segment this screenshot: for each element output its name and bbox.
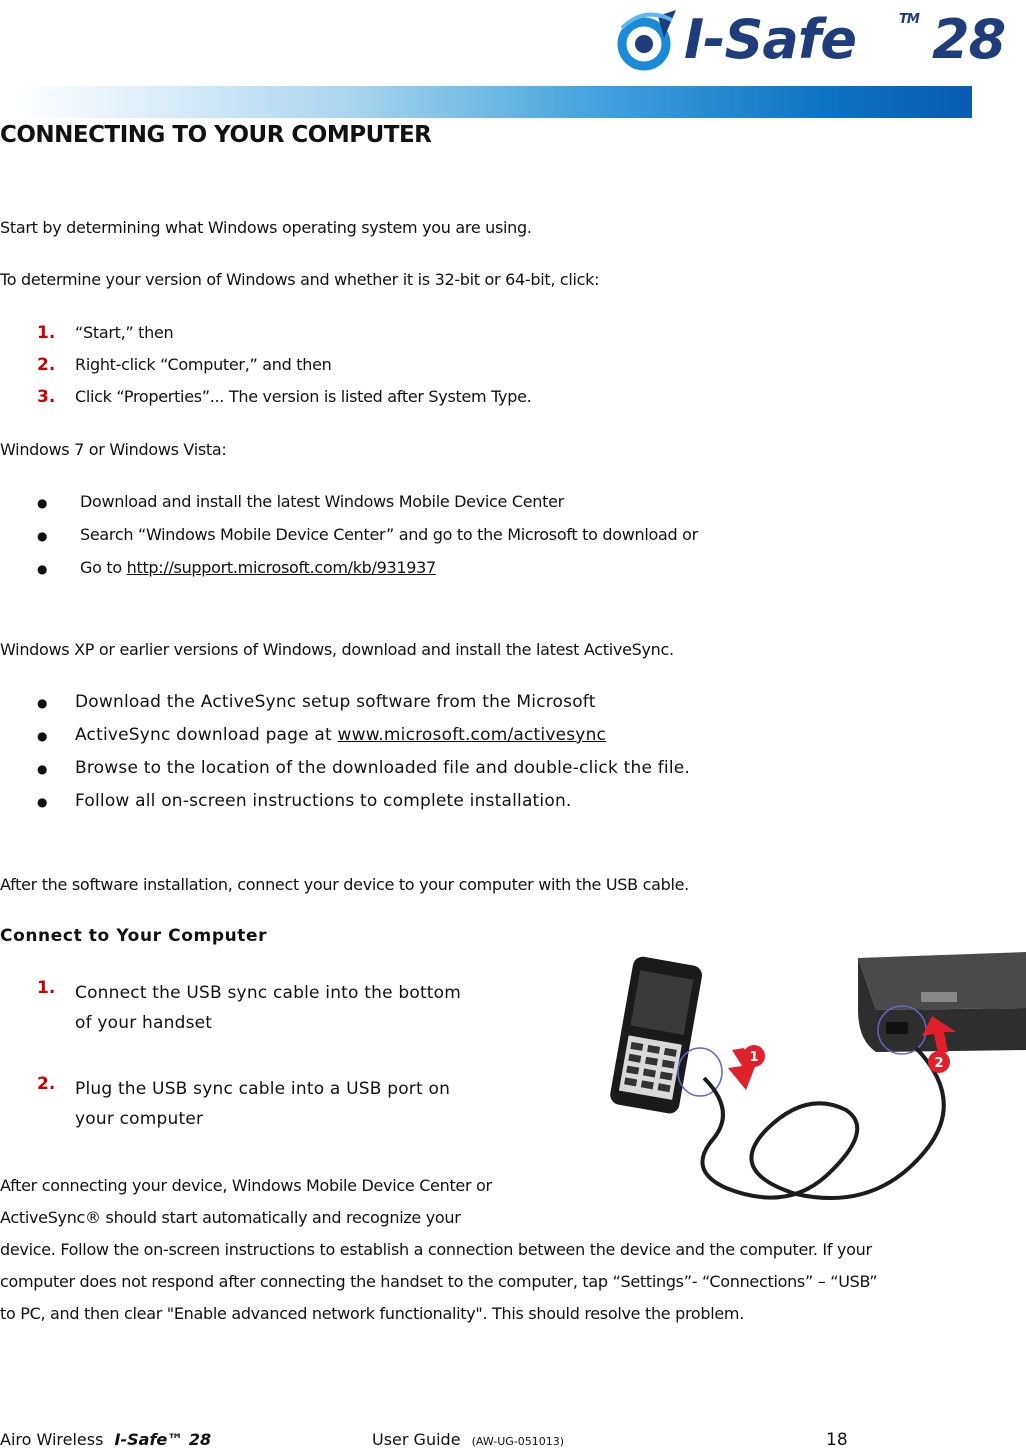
header-gradient-bar (14, 86, 972, 118)
page-title: CONNECTING TO YOUR COMPUTER (0, 122, 432, 148)
connect-paragraph (0, 1170, 877, 1330)
intro-paragraph-1: Start by determining what Windows operating system you are using. (0, 218, 532, 237)
list-item (37, 692, 596, 725)
list-item (37, 387, 532, 419)
list-item (37, 758, 691, 791)
list-item (37, 1074, 451, 1170)
bullet-icon: ● (37, 795, 48, 809)
logo-mark-icon (614, 8, 684, 72)
step-number: 1. (37, 978, 56, 998)
paragraph-line: computer does not respond after connecting the handset to the computer, tap “Settings”- “Connections” – “USB” (0, 1272, 878, 1291)
callout-2: 2 (934, 1056, 944, 1071)
bullet-icon: ● (37, 729, 48, 743)
activesync-link[interactable]: www.microsoft.com/activesync (337, 725, 607, 745)
step-number: 3. (37, 387, 56, 407)
after-install-paragraph: After the software installation, connect your device to your computer with the USB cable. (0, 875, 689, 894)
step-text (75, 978, 461, 1038)
bullet-icon: ● (37, 762, 48, 776)
paragraph-line: ActiveSync® should start automatically and recognize your (0, 1208, 461, 1227)
logo-trademark: TM (899, 12, 919, 27)
bullet-icon: ● (37, 529, 48, 543)
list-item (37, 525, 698, 558)
list-item (37, 725, 607, 758)
logo-model: 28 (932, 8, 1006, 71)
step-text: Right-click “Computer,” and then (75, 355, 332, 374)
bullet-text: Download the ActiveSync setup software from the Microsoft (75, 692, 596, 712)
page-number: 18 (826, 1430, 848, 1450)
list-item (37, 355, 332, 387)
step-text (75, 1074, 450, 1134)
win7-bullet-list (37, 492, 698, 591)
footer-doc-code: (AW-UG-051013) (471, 1435, 565, 1448)
bullet-text (80, 558, 436, 577)
step-number: 1. (37, 323, 56, 343)
step-line: your computer (75, 1109, 204, 1129)
paragraph-line: to PC, and then clear "Enable advanced network functionality". This should resolve the problem. (0, 1304, 745, 1323)
intro-paragraph-2: To determine your version of Windows and whether it is 32-bit or 64-bit, click: (0, 270, 600, 289)
list-item (37, 791, 572, 824)
footer-guide (372, 1430, 564, 1449)
step-text: Click “Properties”... The version is listed after System Type. (75, 387, 532, 406)
bullet-icon: ● (37, 496, 48, 510)
step-line: Plug the USB sync cable into a USB port on (75, 1079, 451, 1099)
step-number: 2. (37, 1074, 56, 1094)
bullet-icon: ● (37, 696, 48, 710)
list-item (37, 492, 564, 525)
support-link[interactable]: http://support.microsoft.com/kb/931937 (126, 558, 436, 577)
list-item (37, 323, 174, 355)
version-steps-list (37, 323, 532, 419)
connect-steps-list (37, 978, 462, 1170)
step-number: 2. (37, 355, 56, 375)
callout-1: 1 (749, 1050, 759, 1065)
winxp-heading: Windows XP or earlier versions of Windows, download and install the latest ActiveSync. (0, 640, 674, 659)
winxp-bullet-list (37, 692, 691, 824)
list-item (37, 978, 462, 1074)
bullet-icon: ● (37, 562, 48, 576)
connect-heading: Connect to Your Computer (0, 926, 268, 946)
step-line: of your handset (75, 1013, 213, 1033)
bullet-text: Download and install the latest Windows Mobile Device Center (80, 492, 564, 511)
paragraph-line: After connecting your device, Windows Mobile Device Center or (0, 1176, 492, 1195)
bullet-text: Search “Windows Mobile Device Center” and go to the Microsoft to download or (80, 525, 698, 544)
bullet-text: Browse to the location of the downloaded file and double-click the file. (75, 758, 691, 778)
bullet-text (75, 725, 606, 745)
brand-logo (614, 6, 1006, 72)
step-line: Connect the USB sync cable into the bottom (75, 983, 462, 1003)
paragraph-line: device. Follow the on-screen instructions to establish a connection between the device and the computer. If your (0, 1240, 872, 1259)
win7-heading: Windows 7 or Windows Vista: (0, 440, 227, 459)
footer-company-name: Airo Wireless (0, 1430, 104, 1449)
step-text: “Start,” then (75, 323, 174, 342)
logo-brand: I-Safe (684, 8, 856, 71)
activesync-prefix: ActiveSync download page at (75, 725, 338, 745)
footer-guide-label: User Guide (372, 1430, 461, 1449)
list-item (37, 558, 436, 591)
logo-wordmark (684, 8, 1006, 71)
footer-product: I-Safe™ 28 (114, 1430, 212, 1449)
goto-prefix: Go to (80, 558, 127, 577)
footer-company (0, 1430, 211, 1449)
bullet-text: Follow all on-screen instructions to complete installation. (75, 791, 572, 811)
